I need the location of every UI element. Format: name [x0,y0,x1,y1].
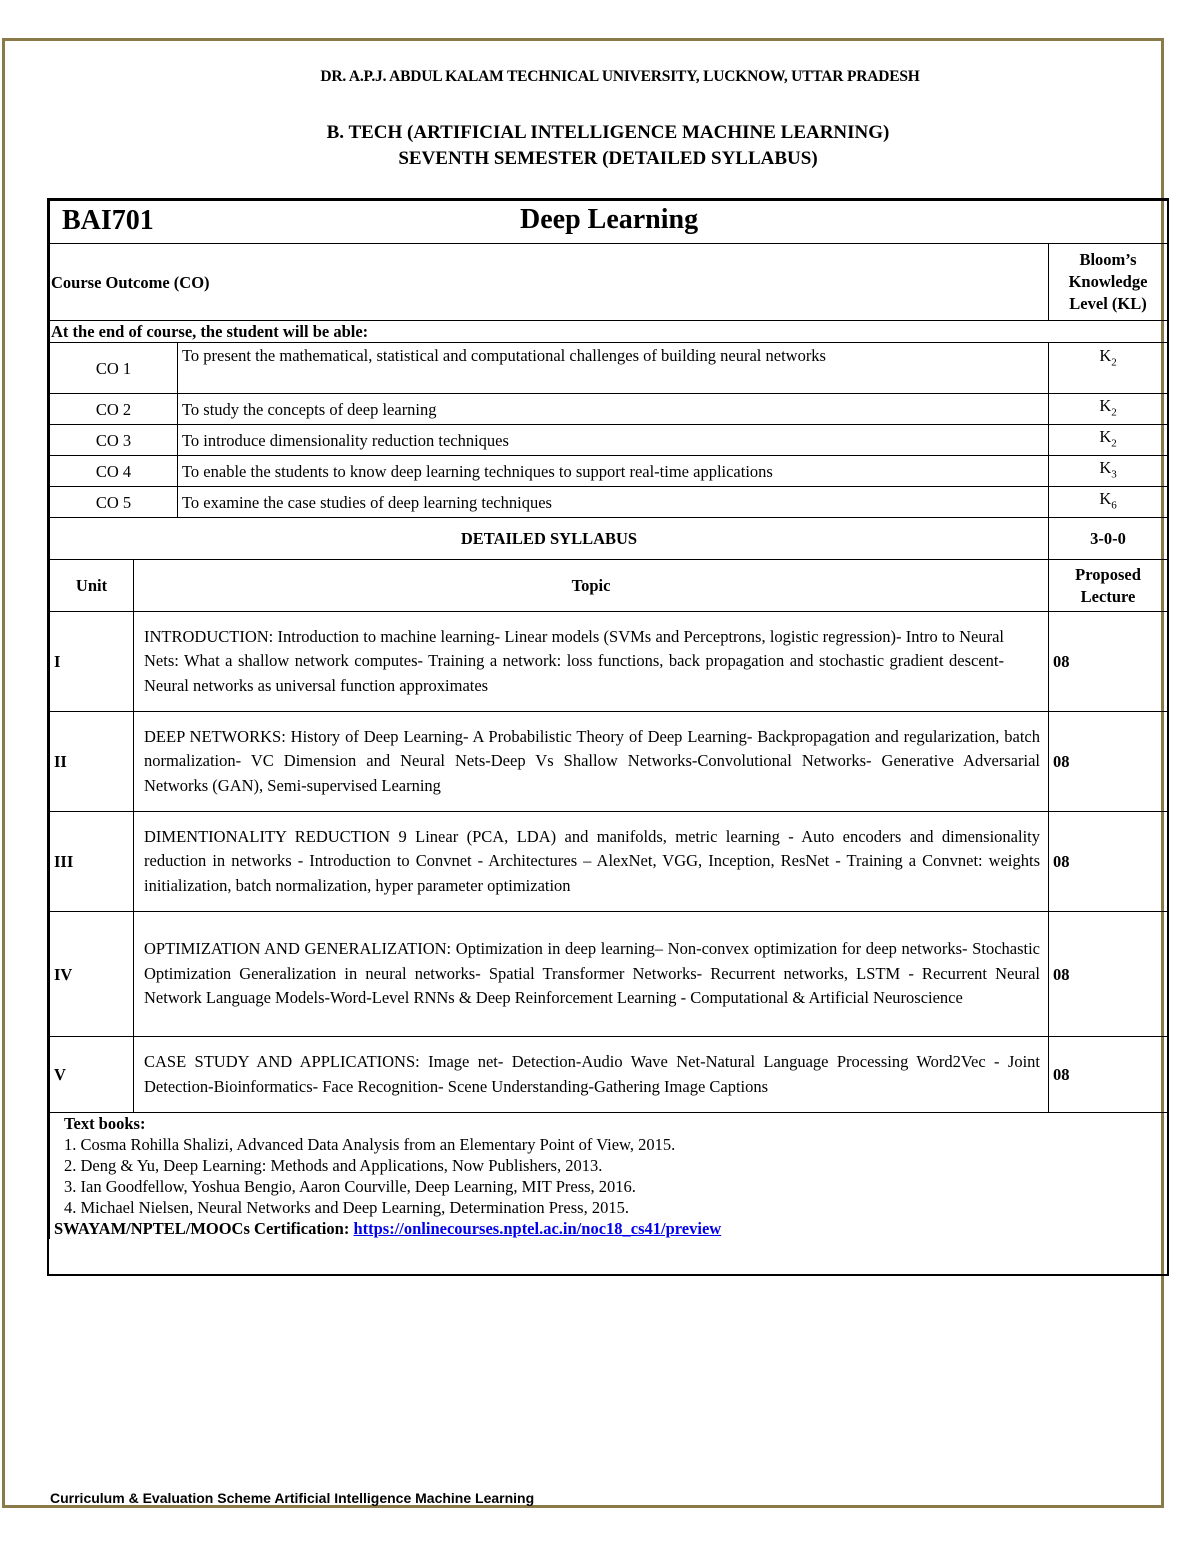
certification-link[interactable]: https://onlinecourses.nptel.ac.in/noc18_cs41/preview [353,1219,722,1238]
co-row [50,487,1168,518]
co-row [50,343,1168,394]
unit-topic: DEEP NETWORKS: History of Deep Learning- A Probabilistic Theory of Deep Learning- Backpropagation and regularization, batch normalization- VC Dimension and Neural Nets-Deep Vs Shallow Networks-Convolutional Networks- Generative Adversarial Networks (GAN), Semi-supervised Learning [134,712,1049,812]
co-description: To introduce dimensionality reduction techniques [178,425,1049,456]
unit-number: V [50,1037,134,1113]
kl-level: 2 [1111,406,1117,419]
kl-level: 6 [1111,499,1117,512]
co-kl [1049,343,1168,394]
certification-line [54,1218,1163,1239]
unit-number: I [50,612,134,712]
unit-topic: OPTIMIZATION AND GENERALIZATION: Optimization in deep learning– Non-convex optimization for deep networks- Stochastic Optimization Generalization in neural networks- Spatial Transformer Networks- Recurrent networks, LSTM - Recurrent Neural Network Language Models-Word-Level RNNs & Deep Reinforcement Learning - Computational & Artificial Neuroscience [134,912,1049,1037]
co-id: CO 3 [50,425,178,456]
co-description: To study the concepts of deep learning [178,394,1049,425]
col-topic: Topic [134,560,1049,612]
textbooks-row [50,1113,1168,1240]
syllabus-heading-row [50,518,1168,560]
textbook-item: 1. Cosma Rohilla Shalizi, Advanced Data Analysis from an Elementary Point of View, 2015. [64,1135,676,1154]
textbooks-heading: Text books: [64,1114,146,1133]
kl-level: 2 [1111,437,1117,450]
co-id: CO 4 [50,456,178,487]
textbook-item: 2. Deng & Yu, Deep Learning: Methods and Applications, Now Publishers, 2013. [64,1156,603,1175]
co-id: CO 1 [50,343,178,394]
unit-lectures: 08 [1049,812,1168,912]
course-title-row [50,201,1168,244]
footer-text: Curriculum & Evaluation Scheme Artificial Intelligence Machine Learning [50,1490,535,1506]
kl-letter: K [1099,426,1112,446]
unit-row [50,912,1168,1037]
co-row [50,394,1168,425]
unit-lectures: 08 [1049,612,1168,712]
co-kl [1049,487,1168,518]
co-description: To present the mathematical, statistical and computational challenges of building neural networks [178,343,1049,394]
unit-lectures: 08 [1049,1037,1168,1113]
co-kl [1049,456,1168,487]
co-kl [1049,394,1168,425]
course-code: BAI701 [62,205,154,236]
unit-number: III [50,812,134,912]
syllabus-column-header [50,560,1168,612]
syllabus-heading: DETAILED SYLLABUS [50,518,1049,560]
kl-level: 2 [1111,356,1117,369]
col-unit: Unit [50,560,134,612]
unit-lectures: 08 [1049,912,1168,1037]
kl-heading: Bloom’s Knowledge Level (KL) [1049,244,1168,321]
unit-row [50,1037,1168,1113]
unit-number: IV [50,912,134,1037]
certification-label: SWAYAM/NPTEL/MOOCs Certification: [54,1219,350,1238]
kl-level: 3 [1111,468,1117,481]
co-description: To enable the students to know deep learning techniques to support real-time applications [178,456,1049,487]
program-heading [0,120,1200,172]
co-intro: At the end of course, the student will be able: [50,321,1168,343]
co-id: CO 5 [50,487,178,518]
co-row [50,456,1168,487]
textbook-item: 3. Ian Goodfellow, Yoshua Bengio, Aaron Courville, Deep Learning, MIT Press, 2016. [64,1177,636,1196]
textbook-item: 4. Michael Nielsen, Neural Networks and Deep Learning, Determination Press, 2015. [64,1198,629,1217]
unit-number: II [50,712,134,812]
co-kl [1049,425,1168,456]
co-heading: Course Outcome (CO) [50,244,1049,321]
co-intro-row [50,321,1168,343]
university-name: DR. A.P.J. ABDUL KALAM TECHNICAL UNIVERSITY, LUCKNOW, UTTAR PRADESH [320,68,920,85]
syllabus-box [47,198,1169,1276]
co-description: To examine the case studies of deep learning techniques [178,487,1049,518]
semester-name: SEVENTH SEMESTER (DETAILED SYLLABUS) [398,148,818,169]
unit-row [50,612,1168,712]
kl-letter: K [1099,457,1112,477]
program-name: B. TECH (ARTIFICIAL INTELLIGENCE MACHINE LEARNING) [326,122,890,143]
kl-letter: K [1099,346,1112,365]
unit-topic: DIMENTIONALITY REDUCTION 9 Linear (PCA, LDA) and manifolds, metric learning - Auto encoders and dimensionality reduction in networks - Introduction to Convnet - Architectures – AlexNet, VGG, Inception, ResNet - Training a Convnet: weights initialization, batch normalization, hyper parameter optimization [134,812,1049,912]
kl-letter: K [1099,395,1112,415]
col-lecture: Proposed Lecture [1049,560,1168,612]
ltp: 3-0-0 [1049,518,1168,560]
unit-row [50,712,1168,812]
unit-row [50,812,1168,912]
course-title: Deep Learning [520,204,699,235]
kl-letter: K [1099,488,1112,508]
co-row [50,425,1168,456]
co-id: CO 2 [50,394,178,425]
unit-topic: CASE STUDY AND APPLICATIONS: Image net- Detection-Audio Wave Net-Natural Language Processing Word2Vec - Joint Detection-Bioinformatics- Face Recognition- Scene Understanding-Gathering Image Captions [134,1037,1049,1113]
unit-topic: INTRODUCTION: Introduction to machine learning- Linear models (SVMs and Perceptrons, logistic regression)- Intro to Neural Nets: What a shallow network computes- Training a network: loss functions, back propagation and stochastic gradient descent- Neural networks as universal function approximates [134,612,1049,712]
unit-lectures: 08 [1049,712,1168,812]
co-header-row [50,244,1168,321]
syllabus-table [49,200,1168,1239]
